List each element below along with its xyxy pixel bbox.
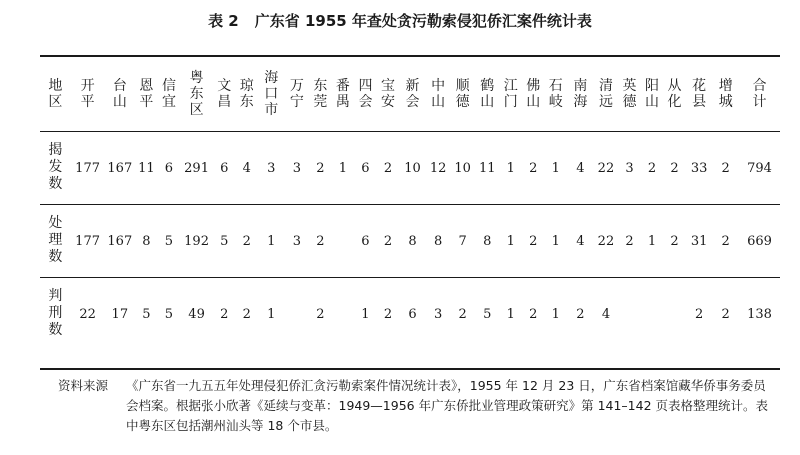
column-header: 江门: [503, 77, 518, 110]
bottom-rule: [40, 368, 780, 370]
table-cell: 1: [258, 205, 285, 278]
table-cell: 2: [641, 132, 664, 205]
table-cell: 3: [285, 205, 310, 278]
column-header: 石岐: [548, 77, 563, 110]
row-label-cell: [40, 205, 71, 278]
table-cell: 6: [158, 132, 181, 205]
table-cell: 4: [235, 132, 258, 205]
table-cell: 177: [71, 205, 105, 278]
table-cell: 31: [686, 205, 713, 278]
table-cell: 177: [71, 132, 105, 205]
column-header-cell: [522, 57, 545, 132]
column-header-cell: [71, 57, 105, 132]
column-header: 粤东区: [189, 69, 204, 118]
column-header-cell: [258, 57, 285, 132]
table-cell: [332, 205, 355, 278]
column-header-cell: [426, 57, 451, 132]
table-cell: 7: [450, 205, 475, 278]
column-header: 鹤山: [480, 77, 495, 110]
column-header: 中山: [431, 77, 446, 110]
column-header-cell: [686, 57, 713, 132]
table-cell: 4: [567, 205, 594, 278]
table-cell: 22: [594, 205, 619, 278]
column-header: 四会: [358, 77, 373, 110]
statistics-table: [40, 57, 780, 350]
column-header: 花县: [692, 77, 707, 110]
column-header-cell: [475, 57, 500, 132]
column-header: 恩平: [139, 77, 154, 110]
column-header: 开平: [80, 77, 95, 110]
row-label-cell: [40, 132, 71, 205]
corner-header-cell: [40, 57, 71, 132]
table-cell: [285, 278, 310, 351]
table-cell: 8: [135, 205, 158, 278]
column-header: 阳山: [645, 77, 659, 110]
table-cell: 5: [475, 278, 500, 351]
column-header: 从化: [667, 77, 682, 110]
column-header-cell: [500, 57, 523, 132]
table-cell: 1: [545, 132, 568, 205]
column-header: 佛山: [526, 77, 541, 110]
table-cell: 669: [739, 205, 780, 278]
table-cell: 2: [235, 278, 258, 351]
table-cell: 2: [309, 278, 332, 351]
column-header-cell: [377, 57, 400, 132]
column-header: 南海: [573, 77, 588, 110]
column-header: 信宜: [161, 77, 176, 110]
table-cell: 8: [426, 205, 451, 278]
table-cell: 5: [158, 205, 181, 278]
table-number: 表 2: [208, 12, 239, 30]
source-text: 《广东省一九五五年处理侵犯侨汇贪污勒索案件情况统计表》，1955 年 12 月 23 日，广东省档案馆藏华侨事务委员会档案。根据张小欣著《延续与变革：1949—1956 年广东侨批业管理政策研究》第 141–142 页表格整理统计。表中粤东区包括潮州汕头等 18 个市县。: [126, 378, 769, 433]
column-header-cell: [235, 57, 258, 132]
table-cell: 3: [285, 132, 310, 205]
table-cell: 2: [522, 278, 545, 351]
table-cell: 2: [567, 278, 594, 351]
column-header-cell: [641, 57, 664, 132]
table-cell: 1: [354, 278, 377, 351]
table-cell: 1: [332, 132, 355, 205]
table-cell: 2: [309, 205, 332, 278]
table-cell: 2: [686, 278, 713, 351]
table-cell: 1: [258, 278, 285, 351]
table-cell: 291: [180, 132, 213, 205]
table-cell: 11: [135, 132, 158, 205]
table-cell: 5: [213, 205, 236, 278]
column-header-cell: [663, 57, 686, 132]
column-header: 文昌: [217, 77, 232, 110]
table-cell: 6: [354, 205, 377, 278]
table-cell: 1: [500, 205, 523, 278]
table-cell: 49: [180, 278, 213, 351]
row-label-cell: [40, 278, 71, 351]
corner-header: 地区: [48, 77, 63, 110]
column-header-cell: [712, 57, 739, 132]
table-cell: 4: [567, 132, 594, 205]
table-cell: 138: [739, 278, 780, 351]
column-header-cell: [135, 57, 158, 132]
table-cell: 2: [663, 205, 686, 278]
table-row: [40, 132, 780, 205]
column-header-cell: [545, 57, 568, 132]
table-row: [40, 205, 780, 278]
column-header-cell: [567, 57, 594, 132]
table-cell: 2: [618, 205, 641, 278]
table-cell: 1: [500, 132, 523, 205]
column-header-cell: [354, 57, 377, 132]
table-cell: 2: [450, 278, 475, 351]
header-row: [40, 57, 780, 132]
table-cell: 167: [104, 132, 135, 205]
table-cell: 1: [500, 278, 523, 351]
table-cell: 6: [354, 132, 377, 205]
column-header: 顺德: [455, 77, 470, 110]
row-label: 处理数: [48, 215, 63, 265]
column-header: 合计: [752, 77, 767, 110]
column-header: 清远: [598, 77, 613, 110]
table-cell: 8: [475, 205, 500, 278]
table-cell: [641, 278, 664, 351]
column-header-cell: [158, 57, 181, 132]
table-cell: 2: [377, 205, 400, 278]
table-cell: 1: [641, 205, 664, 278]
table-cell: 5: [135, 278, 158, 351]
table-cell: 2: [377, 278, 400, 351]
table-title-text: 广东省 1955 年查处贪污勒索侵犯侨汇案件统计表: [254, 12, 592, 30]
table-cell: 3: [426, 278, 451, 351]
row-label: 判刑数: [48, 288, 63, 338]
row-label: 揭发数: [48, 142, 63, 192]
column-header-cell: [309, 57, 332, 132]
column-header-cell: [594, 57, 619, 132]
table-cell: 1: [545, 205, 568, 278]
table-title: [0, 10, 800, 31]
table-cell: 6: [399, 278, 426, 351]
column-header-cell: [618, 57, 641, 132]
column-header: 英德: [622, 77, 637, 110]
table-cell: 3: [258, 132, 285, 205]
table-cell: 2: [712, 132, 739, 205]
table-cell: 12: [426, 132, 451, 205]
table-cell: 1: [545, 278, 568, 351]
table-cell: 3: [618, 132, 641, 205]
table-cell: 2: [663, 132, 686, 205]
table-cell: 5: [158, 278, 181, 351]
column-header: 新会: [405, 77, 420, 110]
table-cell: 2: [377, 132, 400, 205]
column-header-cell: [399, 57, 426, 132]
table-cell: 17: [104, 278, 135, 351]
table-cell: [332, 278, 355, 351]
column-header-cell: [213, 57, 236, 132]
table-cell: 2: [522, 132, 545, 205]
table-cell: 794: [739, 132, 780, 205]
source-label: 资料来源: [58, 378, 109, 393]
table-cell: [618, 278, 641, 351]
table-cell: 192: [180, 205, 213, 278]
table-cell: 2: [712, 205, 739, 278]
column-header-cell: [332, 57, 355, 132]
column-header: 增城: [718, 77, 733, 110]
table-cell: 10: [450, 132, 475, 205]
table-cell: 2: [712, 278, 739, 351]
column-header: 海口市: [264, 69, 279, 118]
table-cell: 2: [235, 205, 258, 278]
column-header: 番禺: [335, 77, 350, 110]
column-header: 琼东: [239, 77, 254, 110]
table-cell: 2: [213, 278, 236, 351]
table-cell: 11: [475, 132, 500, 205]
column-header: 万宁: [289, 77, 304, 110]
column-header: 东莞: [313, 77, 328, 110]
table-cell: 2: [309, 132, 332, 205]
table-cell: 22: [71, 278, 105, 351]
table-cell: 22: [594, 132, 619, 205]
column-header: 宝安: [380, 77, 395, 110]
table-cell: 2: [522, 205, 545, 278]
table-cell: [663, 278, 686, 351]
column-header-cell: [180, 57, 213, 132]
column-header-cell: [739, 57, 780, 132]
table-cell: 6: [213, 132, 236, 205]
table-cell: 8: [399, 205, 426, 278]
column-header-cell: [104, 57, 135, 132]
table-row: [40, 278, 780, 351]
column-header: 台山: [112, 77, 127, 110]
column-header-cell: [285, 57, 310, 132]
column-header-cell: [450, 57, 475, 132]
table-cell: 33: [686, 132, 713, 205]
table-cell: 167: [104, 205, 135, 278]
table-cell: 10: [399, 132, 426, 205]
table-cell: 4: [594, 278, 619, 351]
